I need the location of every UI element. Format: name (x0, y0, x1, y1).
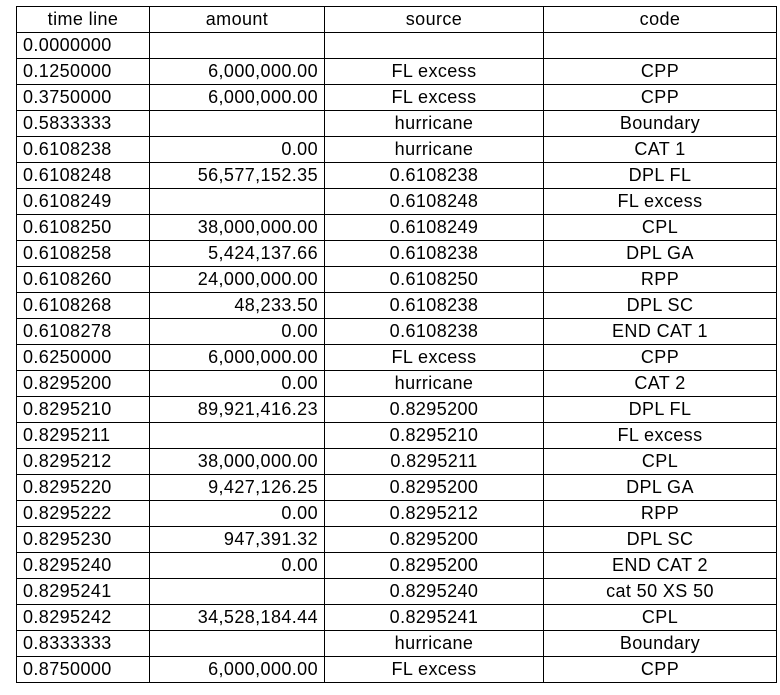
table-row (17, 59, 777, 85)
cell-amount: 9,427,126.25 (150, 475, 325, 501)
cell-code: END CAT 1 (544, 319, 777, 345)
cell-time-line: 0.8333333 (17, 631, 150, 657)
table-row (17, 85, 777, 111)
cell-source: 0.6108248 (325, 189, 544, 215)
cell-amount: 34,528,184.44 (150, 605, 325, 631)
cell-time-line: 0.6250000 (17, 345, 150, 371)
table-row (17, 319, 777, 345)
cell-amount: 0.00 (150, 553, 325, 579)
cell-amount: 38,000,000.00 (150, 449, 325, 475)
cell-amount (150, 579, 325, 605)
table-body (17, 33, 777, 683)
cell-amount: 38,000,000.00 (150, 215, 325, 241)
cell-source: 0.6108238 (325, 241, 544, 267)
cell-code (544, 33, 777, 59)
header-amount: amount (150, 7, 325, 33)
cell-amount (150, 33, 325, 59)
cell-amount: 947,391.32 (150, 527, 325, 553)
cell-time-line: 0.6108238 (17, 137, 150, 163)
cell-time-line: 0.8295242 (17, 605, 150, 631)
cell-code: DPL FL (544, 163, 777, 189)
cell-source: 0.8295200 (325, 475, 544, 501)
cell-amount: 6,000,000.00 (150, 85, 325, 111)
cell-amount: 89,921,416.23 (150, 397, 325, 423)
header-source: source (325, 7, 544, 33)
cell-amount: 48,233.50 (150, 293, 325, 319)
cell-source: 0.8295200 (325, 397, 544, 423)
cell-amount: 0.00 (150, 137, 325, 163)
cell-time-line: 0.8295240 (17, 553, 150, 579)
cell-source: 0.8295240 (325, 579, 544, 605)
table-row (17, 423, 777, 449)
cell-source: 0.8295210 (325, 423, 544, 449)
cell-code: CPL (544, 449, 777, 475)
cell-amount: 5,424,137.66 (150, 241, 325, 267)
cell-source: hurricane (325, 371, 544, 397)
cell-code: FL excess (544, 423, 777, 449)
table-row (17, 189, 777, 215)
cell-time-line: 0.8295212 (17, 449, 150, 475)
table-row (17, 241, 777, 267)
header-row (17, 7, 777, 33)
cell-source: FL excess (325, 345, 544, 371)
timeline-table (16, 6, 777, 683)
cell-code: DPL SC (544, 527, 777, 553)
cell-source: 0.8295212 (325, 501, 544, 527)
table-row (17, 163, 777, 189)
cell-source: 0.6108238 (325, 319, 544, 345)
table-row (17, 475, 777, 501)
cell-time-line: 0.8295220 (17, 475, 150, 501)
cell-time-line: 0.8295211 (17, 423, 150, 449)
table-row (17, 371, 777, 397)
cell-time-line: 0.6108249 (17, 189, 150, 215)
cell-code: Boundary (544, 631, 777, 657)
cell-time-line: 0.6108278 (17, 319, 150, 345)
table-row (17, 527, 777, 553)
cell-code: RPP (544, 267, 777, 293)
cell-code: Boundary (544, 111, 777, 137)
table-row (17, 631, 777, 657)
cell-amount: 0.00 (150, 501, 325, 527)
cell-amount: 6,000,000.00 (150, 657, 325, 683)
cell-source: FL excess (325, 59, 544, 85)
table-row (17, 293, 777, 319)
cell-time-line: 0.8295241 (17, 579, 150, 605)
cell-amount: 0.00 (150, 371, 325, 397)
cell-code: CAT 2 (544, 371, 777, 397)
table-header (17, 7, 777, 33)
cell-source: hurricane (325, 137, 544, 163)
cell-time-line: 0.6108260 (17, 267, 150, 293)
cell-code: END CAT 2 (544, 553, 777, 579)
cell-code: DPL GA (544, 241, 777, 267)
cell-time-line: 0.6108248 (17, 163, 150, 189)
cell-code: DPL FL (544, 397, 777, 423)
table-row (17, 553, 777, 579)
cell-time-line: 0.6108250 (17, 215, 150, 241)
cell-source: 0.6108238 (325, 163, 544, 189)
table-row (17, 33, 777, 59)
cell-source: 0.8295211 (325, 449, 544, 475)
cell-time-line: 0.3750000 (17, 85, 150, 111)
cell-source: FL excess (325, 657, 544, 683)
table-row (17, 579, 777, 605)
cell-time-line: 0.8295222 (17, 501, 150, 527)
table-row (17, 137, 777, 163)
cell-code: CPP (544, 59, 777, 85)
cell-amount: 24,000,000.00 (150, 267, 325, 293)
table-row (17, 501, 777, 527)
cell-source: 0.8295241 (325, 605, 544, 631)
cell-amount (150, 631, 325, 657)
cell-source (325, 33, 544, 59)
cell-amount (150, 111, 325, 137)
cell-source: 0.6108238 (325, 293, 544, 319)
cell-code: DPL GA (544, 475, 777, 501)
cell-time-line: 0.8295210 (17, 397, 150, 423)
cell-source: 0.8295200 (325, 527, 544, 553)
cell-time-line: 0.8295200 (17, 371, 150, 397)
header-time-line: time line (17, 7, 150, 33)
table-row (17, 345, 777, 371)
cell-time-line: 0.0000000 (17, 33, 150, 59)
table-row (17, 215, 777, 241)
cell-amount: 0.00 (150, 319, 325, 345)
table-row (17, 605, 777, 631)
cell-code: cat 50 XS 50 (544, 579, 777, 605)
cell-source: 0.6108250 (325, 267, 544, 293)
cell-time-line: 0.5833333 (17, 111, 150, 137)
cell-source: hurricane (325, 111, 544, 137)
cell-time-line: 0.6108268 (17, 293, 150, 319)
table-row (17, 111, 777, 137)
cell-amount (150, 189, 325, 215)
cell-code: CAT 1 (544, 137, 777, 163)
cell-time-line: 0.8295230 (17, 527, 150, 553)
table-row (17, 657, 777, 683)
cell-source: 0.6108249 (325, 215, 544, 241)
cell-source: hurricane (325, 631, 544, 657)
cell-amount: 6,000,000.00 (150, 345, 325, 371)
cell-code: CPP (544, 345, 777, 371)
cell-code: CPP (544, 85, 777, 111)
cell-code: CPP (544, 657, 777, 683)
cell-amount (150, 423, 325, 449)
cell-source: 0.8295200 (325, 553, 544, 579)
cell-code: CPL (544, 605, 777, 631)
cell-time-line: 0.6108258 (17, 241, 150, 267)
cell-code: RPP (544, 501, 777, 527)
table-row (17, 397, 777, 423)
cell-code: CPL (544, 215, 777, 241)
header-code: code (544, 7, 777, 33)
cell-amount: 6,000,000.00 (150, 59, 325, 85)
cell-time-line: 0.1250000 (17, 59, 150, 85)
table-row (17, 449, 777, 475)
cell-time-line: 0.8750000 (17, 657, 150, 683)
cell-code: DPL SC (544, 293, 777, 319)
cell-amount: 56,577,152.35 (150, 163, 325, 189)
table-row (17, 267, 777, 293)
cell-source: FL excess (325, 85, 544, 111)
cell-code: FL excess (544, 189, 777, 215)
